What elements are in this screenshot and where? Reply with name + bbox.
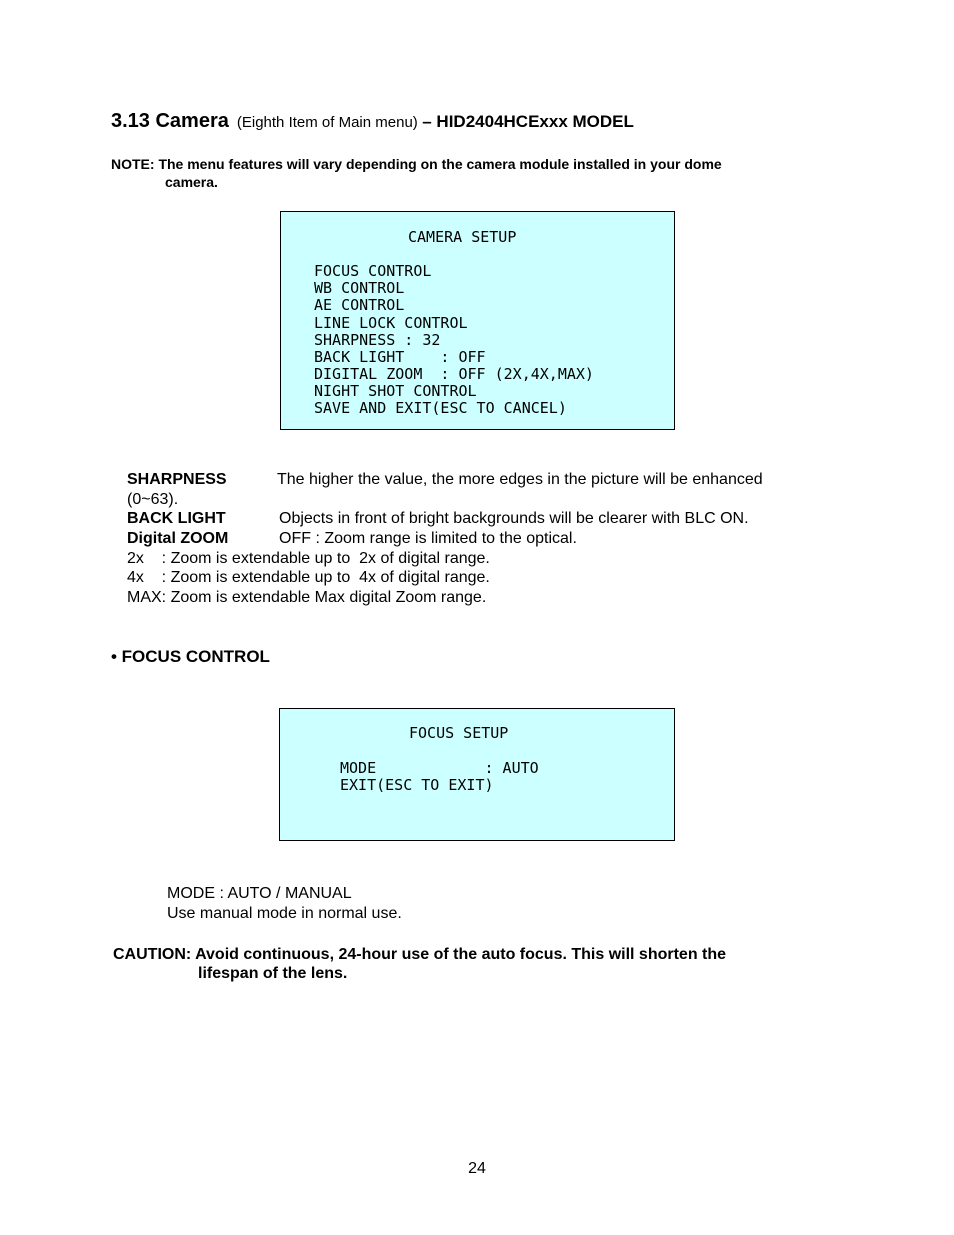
section-title xyxy=(111,110,634,133)
zoom-description xyxy=(127,529,228,549)
sharpness-description xyxy=(127,470,227,490)
caution-line-1: CAUTION: Avoid continuous, 24-hour use of the auto focus. This will shorten the xyxy=(113,946,727,963)
backlight-text: Objects in front of bright backgrounds will be clearer with BLC ON. xyxy=(279,510,749,527)
mode-info xyxy=(167,884,402,924)
section-number-title: 3.13 Camera xyxy=(111,110,229,132)
sharpness-term: SHARPNESS xyxy=(127,471,227,488)
menu-item-save-and-exit: SAVE AND EXIT(ESC TO CANCEL) xyxy=(314,399,567,417)
focus-control-heading: • FOCUS CONTROL xyxy=(111,647,270,666)
menu-item-back-light: BACK LIGHT : OFF xyxy=(314,348,486,366)
menu-item-line-lock-control: LINE LOCK CONTROL xyxy=(314,314,468,332)
menu-item-sharpness: SHARPNESS : 32 xyxy=(314,331,441,349)
note-line-2: camera. xyxy=(165,174,218,190)
menu-item-night-shot-control: NIGHT SHOT CONTROL xyxy=(314,382,477,400)
menu-item-digital-zoom: DIGITAL ZOOM : OFF (2X,4X,MAX) xyxy=(314,365,594,383)
note xyxy=(111,155,722,191)
focus-setup-title: FOCUS SETUP xyxy=(409,724,509,742)
camera-setup-title: CAMERA SETUP xyxy=(408,228,517,246)
sharpness-range: (0~63). xyxy=(127,491,179,508)
caution xyxy=(113,945,726,983)
menu-item-focus-control: FOCUS CONTROL xyxy=(314,262,432,280)
zoom-text: OFF : Zoom range is limited to the optical. xyxy=(279,530,577,547)
sharpness-text: The higher the value, the more edges in the picture will be enhanced xyxy=(277,471,763,488)
backlight-description xyxy=(127,509,226,529)
focus-mode-line: MODE : AUTO xyxy=(340,759,539,777)
camera-setup-menu xyxy=(280,211,675,430)
focus-setup-menu xyxy=(279,708,675,841)
section-subtitle: (Eighth Item of Main menu) xyxy=(236,114,418,131)
focus-exit-line: EXIT(ESC TO EXIT) xyxy=(340,776,494,794)
menu-item-ae-control: AE CONTROL xyxy=(314,296,405,314)
zoom-max: MAX: Zoom is extendable Max digital Zoom range. xyxy=(127,589,487,606)
backlight-term: BACK LIGHT xyxy=(127,510,226,527)
section-model: – HID2404HCExxx MODEL xyxy=(422,112,634,131)
mode-info-line-2: Use manual mode in normal use. xyxy=(167,905,402,922)
zoom-2x: 2x : Zoom is extendable up to 2x of digital range. xyxy=(127,550,490,567)
menu-item-wb-control: WB CONTROL xyxy=(314,279,405,297)
mode-info-line-1: MODE : AUTO / MANUAL xyxy=(167,885,352,902)
zoom-4x: 4x : Zoom is extendable up to 4x of digital range. xyxy=(127,569,490,586)
zoom-term: Digital ZOOM xyxy=(127,530,229,547)
note-line-1: NOTE: The menu features will vary depending on the camera module installed in your dome xyxy=(111,156,722,172)
page-number: 24 xyxy=(468,1160,486,1177)
caution-line-2: lifespan of the lens. xyxy=(198,965,348,982)
